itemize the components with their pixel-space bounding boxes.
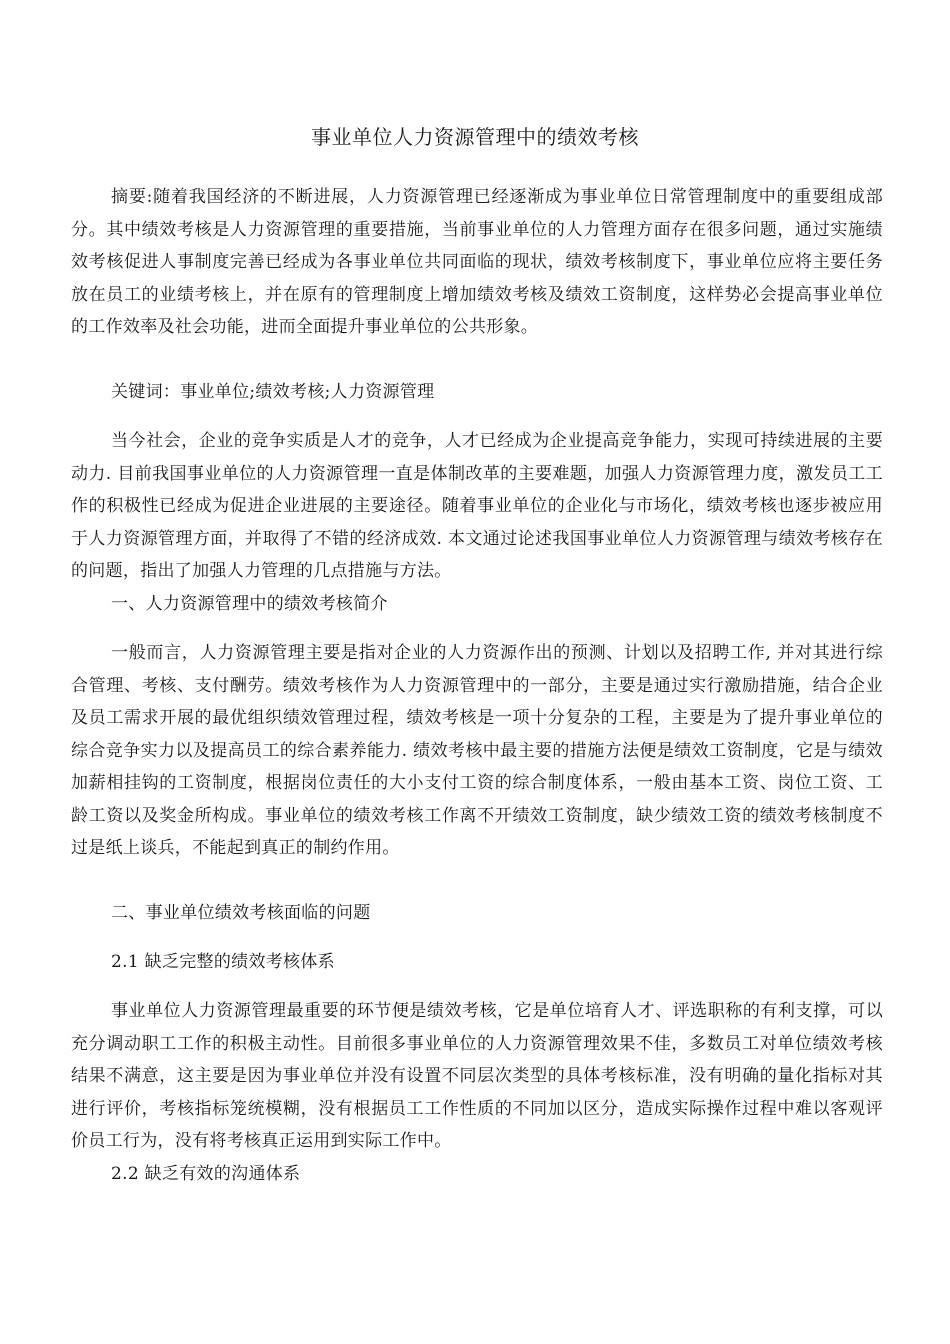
section-1-heading: 一、人力资源管理中的绩效考核简介: [111, 594, 388, 614]
section-1-paragraph: 一般而言，人力资源管理主要是指对企业的人力资源作出的预测、计划以及招聘工作, 并对其进行综合管理、考核、支付酬劳。绩效考核作为人力资源管理中的一部分，主要是通过实行激励措施，结合企业及员工需求开展的最优组织绩效管理过程，绩效考核是一项十分复杂的工程，主要是为了提升事业单位的综合竞争实力以及提高员工的综合素养能力. 绩效考核中最主要的措施方法便是绩效工资制度，它是与绩效加薪相挂钩的工资制度，根据岗位责任的大小支付工资的综合制度体系，一般由基本工资、岗位工资、工龄工资以及奖金所构成。事业单位的绩效考核工作离不开绩效工资制度，缺少绩效工资的绩效考核制度不过是纸上谈兵，不能起到真正的制约作用。: [71, 643, 883, 858]
section-2-1-paragraph: 事业单位人力资源管理最重要的环节便是绩效考核，它是单位培育人才、评选职称的有利支撑，可以充分调动职工工作的积极主动性。目前很多事业单位的人力资源管理效果不佳，多数员工对单位绩效考核结果不满意，这主要是因为事业单位并没有设置不同层次类型的具体考核标准，没有明确的量化指标对其进行评价，考核指标笼统模糊，没有根据员工工作性质的不同加以区分，造成实际操作过程中难以客观评价员工行为，没有将考核真正运用到实际工作中。: [71, 1001, 883, 1151]
keywords-line: 关键词：事业单位;绩效考核;人力资源管理: [111, 382, 435, 402]
section-2-2-heading: 2.2 缺乏有效的沟通体系: [111, 1164, 301, 1184]
document-title: 事业单位人力资源管理中的绩效考核: [311, 125, 639, 149]
section-2-1-heading: 2.1 缺乏完整的绩效考核体系: [111, 952, 335, 972]
abstract-paragraph: 摘要:随着我国经济的不断进展，人力资源管理已经逐渐成为事业单位日常管理制度中的重要组成部分。其中绩效考核是人力资源管理的重要措施，当前事业单位的人力管理方面存在很多问题，通过实施绩效考核促进人事制度完善已经成为各事业单位共同面临的现状，绩效考核制度下，事业单位应将主要任务放在员工的业绩考核上，并在原有的管理制度上增加绩效考核及绩效工资制度，这样势必会提高事业单位的工作效率及社会功能，进而全面提升事业单位的公共形象。: [71, 187, 883, 337]
section-2-heading: 二、事业单位绩效考核面临的问题: [111, 903, 371, 923]
intro-paragraph: 当今社会，企业的竞争实质是人才的竞争，人才已经成为企业提高竞争能力，实现可持续进展的主要动力. 目前我国事业单位的人力资源管理一直是体制改革的主要难题，加强人力资源管理力度，激发员工工作的积极性已经成为促进企业进展的主要途径。随着事业单位的企业化与市场化，绩效考核也逐步被应用于人力资源管理方面，并取得了不错的经济成效. 本文通过论述我国事业单位人力资源管理与绩效考核存在的问题，指出了加强人力管理的几点措施与方法。: [71, 431, 883, 581]
